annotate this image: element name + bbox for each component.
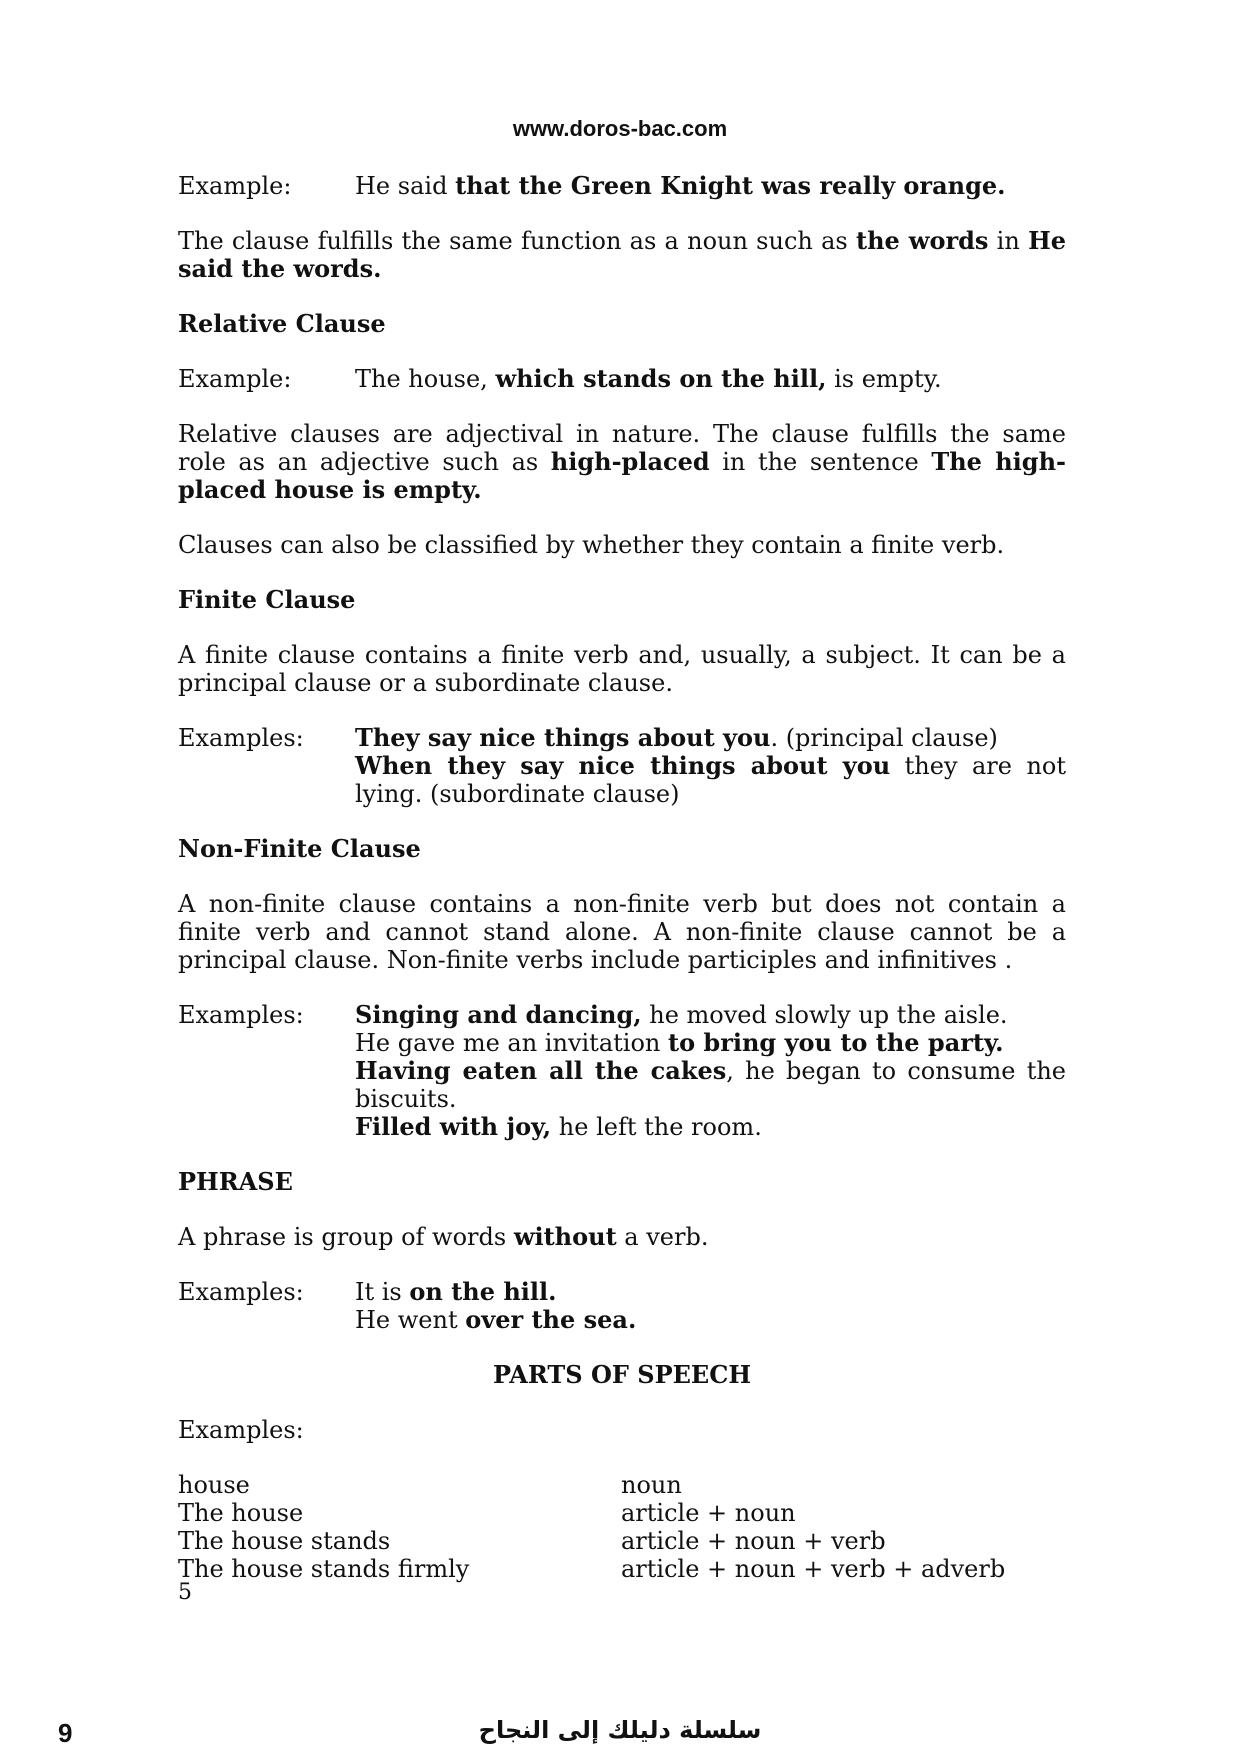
non-finite-clause-heading: Non-Finite Clause [178,834,421,863]
page-number: 5 [178,1580,192,1605]
example-relative-clause [178,365,1066,393]
finite-clause-paragraph: A finite clause contains a finite verb and, usually, a subject. It can be a principal clause or a subordinate clause. [178,641,1066,697]
description-cell: noun [621,1471,682,1499]
example-text: He said that the Green Knight was really orange. [355,171,1006,200]
relative-clause-heading: Relative Clause [178,309,386,338]
parts-of-speech-heading: PARTS OF SPEECH [492,1360,752,1389]
term-cell: house [178,1471,250,1499]
description-cell: article + noun + verb [621,1527,886,1555]
examples-list [355,724,1066,808]
examples-finite-clause [178,724,1066,808]
document-body [178,172,1066,1610]
non-finite-clause-paragraph: A non-finite clause contains a non-finite verb but does not contain a finite verb and cannot stand alone. A non-finite clause cannot be a principal clause. Non-finite verbs include participles and infinitives . [178,890,1066,974]
description-cell: article + noun [621,1499,796,1527]
example-line: They say nice things about you. (principal clause) [355,723,998,752]
classification-paragraph: Clauses can also be classified by whether they contain a finite verb. [178,531,1005,559]
example-line: It is on the hill. [355,1277,557,1306]
examples-non-finite-clause [178,1001,1066,1141]
finite-clause-heading: Finite Clause [178,585,356,614]
examples-label: Examples: [178,1001,304,1029]
example-text: The house, which stands on the hill, is empty. [355,364,942,393]
examples-list [355,1001,1066,1141]
example-label: Example: [178,172,292,200]
examples-list [355,1278,1066,1334]
parts-of-speech-table [178,1471,1066,1583]
example-noun-clause [178,172,1066,200]
example-line: He gave me an invitation to bring you to the party. [355,1028,1004,1057]
phrase-paragraph: A phrase is group of words without a verb. [178,1222,709,1251]
example-line: When they say nice things about you they are not lying. (subordinate clause) [355,751,1066,808]
example-line: Filled with joy, he left the room. [355,1112,762,1141]
description-cell: article + noun + verb + adverb [621,1555,1006,1583]
term-cell: The house [178,1499,304,1527]
examples-phrase [178,1278,1066,1334]
site-url: www.doros-bac.com [512,116,728,141]
examples-label: Examples: [178,1278,304,1306]
relative-clause-paragraph: Relative clauses are adjectival in nature. The clause fulfills the same role as an adjective such as high-placed in the sentence The high-placed house is empty. [178,420,1066,504]
term-cell: The house stands [178,1527,391,1555]
example-label: Example: [178,365,292,393]
parts-of-speech-examples-label: Examples: [178,1416,304,1444]
term-cell: The house stands firmly [178,1555,470,1583]
examples-label: Examples: [178,724,304,752]
example-line: Singing and dancing, he moved slowly up the aisle. [355,1000,1008,1029]
example-line: Having eaten all the cakes, he began to consume the biscuits. [355,1056,1067,1113]
footer-page-number: 9 [58,1718,73,1748]
description-column [621,1471,1005,1583]
noun-clause-paragraph: The clause fulfills the same function as a noun such as the words in He said the words. [178,226,1067,283]
footer-series-title: سلسلة دليلك إلى النجاح [478,1716,762,1744]
term-column [178,1471,621,1583]
phrase-heading: PHRASE [178,1167,293,1196]
example-line: He went over the sea. [355,1305,637,1334]
